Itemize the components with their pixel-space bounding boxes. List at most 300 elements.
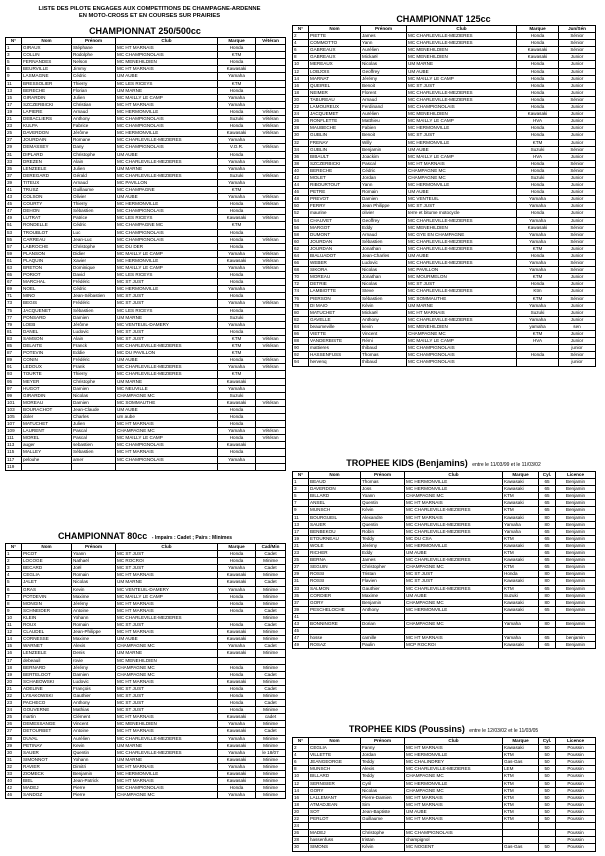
table-cell: KTM: [517, 295, 559, 302]
table-header-row: [6, 38, 286, 45]
table-cell: Dominique: [72, 265, 116, 272]
table-cell: Kawasaki: [517, 111, 559, 118]
table-cell: CHAMPAGNE MC: [407, 174, 517, 181]
table-cell: LABROCHE: [22, 243, 72, 250]
table-cell: Vétéran: [256, 399, 286, 406]
table-cell: Vétéran: [256, 250, 286, 257]
table-cell: hervenq: [309, 359, 361, 366]
table-cell: Jean-Sébastien: [72, 293, 116, 300]
table-cell: Dimitri: [72, 763, 116, 770]
table-row: [6, 73, 286, 80]
table-cell: MARNAT: [309, 75, 361, 82]
table-cell: BERNARD: [22, 664, 72, 671]
table-row: [293, 528, 596, 535]
table-cell: Yamaha: [218, 385, 256, 392]
table-cell: 19: [6, 671, 22, 678]
table-cell: 50: [539, 808, 556, 815]
column-header: Prénom: [361, 738, 405, 745]
table-cell: 2: [293, 33, 309, 40]
table-cell: 32: [6, 763, 22, 770]
table-cell: MC MAILLY LE CAMP: [407, 153, 517, 160]
table-cell: Yamaha: [517, 203, 559, 210]
table-cell: 80: [539, 620, 556, 627]
table-cell: Jérémy: [361, 542, 405, 549]
table-cell: 10: [293, 61, 309, 68]
table-cell: Teddy: [361, 535, 405, 542]
table-cell: 21: [6, 116, 22, 123]
table-cell: Honda: [218, 413, 256, 420]
table-cell: 67: [6, 279, 22, 286]
table-row: [6, 657, 286, 664]
table-cell: 16: [6, 650, 22, 657]
table-cell: MC HERMONVILLE: [116, 130, 218, 137]
table-cell: Clément: [72, 714, 116, 721]
table-cell: Poussin: [556, 801, 596, 808]
table-cell: MUNSCH: [309, 507, 361, 514]
table-cell: Guillaume: [361, 816, 405, 823]
table-cell: Kawasaki: [218, 130, 256, 137]
table-row: [6, 558, 286, 565]
table-row: [293, 794, 596, 801]
table-row: [6, 87, 286, 94]
table-cell: MC CHARLEVILLE-MEZIERES: [116, 749, 218, 756]
table-cell: yamaha: [517, 323, 559, 330]
table-cell: Guillaume: [72, 186, 116, 193]
kids-poussins-title: TROPHEE KIDS (Poussins): [348, 724, 465, 734]
table-cell: 80: [539, 571, 556, 578]
table-cell: Vétéran: [256, 130, 286, 137]
table-cell: CHAMPAGNE MC: [116, 671, 218, 678]
column-header: Licence: [556, 472, 596, 479]
table-cell: JEANGEORGE: [309, 759, 361, 766]
table-cell: Minime: [256, 629, 286, 636]
table-cell: Anthony: [72, 116, 116, 123]
table-cell: Damien: [361, 196, 407, 203]
table-cell: Kawasaki: [218, 215, 256, 222]
table-cell: WOLE: [309, 542, 361, 549]
table-cell: 80: [539, 578, 556, 585]
table-cell: Frédéric: [72, 300, 116, 307]
table-cell: Suzuki: [503, 592, 539, 599]
table-cell: Rémi: [361, 338, 407, 345]
table-cell: MC ST JUST: [407, 132, 517, 139]
table-cell: 94: [293, 359, 309, 366]
table-cell: Kawasaki: [218, 572, 256, 579]
table-cell: 46: [293, 189, 309, 196]
table-cell: PACHECO: [22, 700, 72, 707]
table-cell: SALMON: [309, 585, 361, 592]
table-cell: [405, 613, 503, 620]
table-cell: Minime: [256, 600, 286, 607]
table-cell: CHAMPAGNE MC: [405, 493, 503, 500]
table-cell: Benjamin: [556, 486, 596, 493]
table-cell: MOLET: [309, 174, 361, 181]
table-cell: Kawasaki: [218, 714, 256, 721]
table-cell: Benjamin: [556, 542, 596, 549]
table-cell: Aurélien: [361, 47, 407, 54]
table-cell: MC MOURMELON: [407, 274, 517, 281]
table-cell: Junior: [559, 118, 596, 125]
table-row: [293, 245, 596, 252]
table-cell: BIBAULT: [309, 153, 361, 160]
table-cell: 46: [6, 792, 22, 799]
table-cell: [256, 442, 286, 449]
table-cell: 49: [6, 215, 22, 222]
table-cell: Sénior: [559, 352, 596, 359]
table-row: [293, 780, 596, 787]
table-cell: MC HERMONVILLE: [116, 108, 218, 115]
column-header: N°: [293, 26, 309, 33]
table-row: [293, 486, 596, 493]
table-row: [6, 158, 286, 165]
table-cell: 71: [6, 293, 22, 300]
table-cell: 88: [293, 338, 309, 345]
table-row: [6, 456, 286, 463]
table-row: [6, 293, 286, 300]
table-cell: 15: [6, 643, 22, 650]
table-cell: Yamaha: [517, 316, 559, 323]
table-row: [293, 111, 596, 118]
table-cell: LENZEELE: [22, 165, 72, 172]
table-cell: Honda: [218, 243, 256, 250]
table-cell: Jean-Philippe: [72, 629, 116, 636]
table-cell: Ferdinand: [361, 104, 407, 111]
table-row: [6, 194, 286, 201]
table-cell: DEREGARD: [22, 172, 72, 179]
table-cell: POTDEVIN: [22, 593, 72, 600]
table-cell: Nicolas: [361, 787, 405, 794]
table-cell: 85: [6, 343, 22, 350]
table-cell: 6: [6, 66, 22, 73]
table-cell: Kawasaki: [517, 47, 559, 54]
table-cell: Romain: [361, 189, 407, 196]
table-cell: 5: [6, 59, 22, 66]
table-cell: Junior: [559, 281, 596, 288]
table-cell: TITEUX: [22, 179, 72, 186]
table-cell: 61: [6, 257, 22, 264]
table-cell: Junior: [559, 89, 596, 96]
table-cell: ZIOMECK: [22, 771, 72, 778]
table-cell: DIPLARD: [22, 151, 72, 158]
table-cell: Yamaha: [218, 586, 256, 593]
column-header: Club: [405, 472, 503, 479]
table-cell: Julien: [72, 421, 116, 428]
table-cell: 80: [539, 521, 556, 528]
table-cell: Junior: [559, 217, 596, 224]
table-cell: Nathaël: [72, 558, 116, 565]
table-cell: Olivier: [72, 194, 116, 201]
table-cell: Sébastien: [72, 307, 116, 314]
table-cell: Yamaha: [218, 158, 256, 165]
table-cell: 115: [6, 449, 22, 456]
table-cell: 89: [6, 357, 22, 364]
table-cell: HVA: [517, 153, 559, 160]
table-cell: MC DU DER: [116, 243, 218, 250]
table-cell: Florian: [72, 87, 116, 94]
table-cell: 29: [293, 571, 309, 578]
table-cell: GABREAUX: [309, 47, 361, 54]
table-cell: KTM: [517, 274, 559, 281]
table-cell: MC HT MARNAIS: [405, 816, 503, 823]
column-header: Cyl.: [539, 472, 556, 479]
table-cell: Honda: [218, 406, 256, 413]
table-cell: Cadet: [256, 551, 286, 558]
table-cell: François: [72, 685, 116, 692]
table-cell: 2: [6, 558, 22, 565]
table-cell: LAMBIOTTE: [309, 288, 361, 295]
table-cell: SZCZERBICKI: [22, 101, 72, 108]
table-cell: 30: [293, 132, 309, 139]
table-cell: 111: [6, 435, 22, 442]
table-cell: JOURDAN: [309, 245, 361, 252]
table-cell: WEBER: [309, 260, 361, 267]
table-row: [293, 592, 596, 599]
table-row: [6, 250, 286, 257]
table-cell: 23: [6, 123, 22, 130]
table-cell: Benjamin: [556, 571, 596, 578]
table-cell: [256, 463, 286, 470]
table-cell: MC LES RICEYS: [116, 80, 218, 87]
table-cell: [256, 314, 286, 321]
table-cell: MC CHARLEVILLE-MEZIERES: [407, 217, 517, 224]
column-header: Marque: [218, 38, 256, 45]
table-cell: MC CHAMPIGNOLAIS: [407, 359, 517, 366]
table-row: [293, 752, 596, 759]
table-cell: CORNESSE: [22, 636, 72, 643]
table-cell: MC CHAMPIGNOLAIS: [116, 123, 218, 130]
table-cell: 44: [293, 182, 309, 189]
table-cell: UM AUBE: [116, 73, 218, 80]
table-row: [6, 406, 286, 413]
table-cell: Poussin: [556, 745, 596, 752]
table-cell: MC HERMONVILLE: [407, 139, 517, 146]
section-250: [5, 26, 285, 471]
table-cell: MC LES RICEYS: [116, 272, 218, 279]
table-row: [6, 643, 286, 650]
table-cell: [256, 101, 286, 108]
table-cell: Junior: [559, 61, 596, 68]
table-cell: MC MAILLY LE CAMP: [407, 338, 517, 345]
table-cell: SAUER: [309, 521, 361, 528]
table-cell: DUMONT: [309, 231, 361, 238]
table-cell: MATUCHET: [309, 309, 361, 316]
table-cell: MC CHAMPIGNOLAIS: [405, 830, 503, 837]
table-cell: 91: [6, 364, 22, 371]
table-cell: [556, 628, 596, 635]
table-row: [293, 359, 596, 366]
column-header: Club: [407, 26, 517, 33]
table-cell: 50: [539, 787, 556, 794]
table-125: [292, 25, 596, 367]
table-cell: [256, 328, 286, 335]
table-cell: COMMOTTO: [309, 40, 361, 47]
table-cell: KTM: [503, 808, 539, 815]
table-cell: Poussin: [556, 837, 596, 844]
table-cell: Suzuki: [218, 172, 256, 179]
table-cell: Honda: [517, 160, 559, 167]
table-row: [293, 267, 596, 274]
table-row: [293, 578, 596, 585]
table-cell: Vétéran: [256, 172, 286, 179]
table-cell: 105: [6, 413, 22, 420]
table-cell: MC MAILLY LE CAMP: [116, 265, 218, 272]
column-header: Prénom: [361, 472, 405, 479]
table-row: [6, 229, 286, 236]
table-cell: Yamaha: [218, 101, 256, 108]
table-cell: [361, 613, 405, 620]
table-row: [293, 585, 596, 592]
section-125: [292, 14, 595, 367]
table-cell: 20: [293, 96, 309, 103]
table-cell: MC LES RICEYS: [116, 215, 218, 222]
table-cell: 3: [6, 52, 22, 59]
table-cell: 92: [293, 352, 309, 359]
table-row: [6, 749, 286, 756]
table-cell: RIBOURTOUT: [309, 182, 361, 189]
table-cell: Honda: [218, 87, 256, 94]
table-cell: Teddy: [361, 773, 405, 780]
table-cell: Yamaha: [218, 565, 256, 572]
table-row: [6, 101, 286, 108]
table-row: [293, 557, 596, 564]
table-row: [293, 68, 596, 75]
table-cell: Yamaha: [218, 428, 256, 435]
table-cell: Yamaha: [218, 179, 256, 186]
table-cell: Kawasaki: [218, 771, 256, 778]
table-cell: Suzuki: [517, 174, 559, 181]
table-cell: UM AUBE: [116, 406, 218, 413]
table-cell: 50: [293, 203, 309, 210]
table-cell: MONGIN: [22, 600, 72, 607]
table-cell: BEGIS: [22, 300, 72, 307]
table-row: [293, 274, 596, 281]
table-cell: 36: [293, 153, 309, 160]
column-header: N°: [293, 472, 309, 479]
table-cell: Junior: [559, 153, 596, 160]
table-cell: Sénior: [559, 238, 596, 245]
table-cell: Cadet: [256, 685, 286, 692]
table-cell: Thierry: [72, 80, 116, 87]
table-cell: MC MENEHILDIEN: [407, 111, 517, 118]
table-cell: 32: [293, 139, 309, 146]
table-cell: 12: [293, 780, 309, 787]
table-cell: hosse: [309, 635, 361, 642]
table-cell: CHAMPAGNE MC: [407, 331, 517, 338]
table-cell: 24: [293, 111, 309, 118]
table-cell: Thomas: [361, 479, 405, 486]
table-cell: Honda: [218, 236, 256, 243]
table-row: [6, 685, 286, 692]
table-row: [293, 224, 596, 231]
table-cell: Quentin: [361, 521, 405, 528]
table-row: [293, 500, 596, 507]
table-cell: MC CHARLEVILLE-MEZIERES: [407, 96, 517, 103]
table-cell: Stéphane: [72, 45, 116, 52]
table-cell: POTEVIN: [22, 350, 72, 357]
table-cell: Poussin: [556, 766, 596, 773]
table-cell: Franck: [72, 343, 116, 350]
table-cell: [503, 837, 539, 844]
table-cell: MC MAILLY LE CAMP: [407, 118, 517, 125]
table-cell: Yamaha: [503, 521, 539, 528]
table-cell: 45: [293, 628, 309, 635]
table-cell: mattieres: [309, 345, 361, 352]
table-cell: 21: [293, 542, 309, 549]
table-cell: Kevin: [72, 586, 116, 593]
table-cell: Gas-Gas: [503, 759, 539, 766]
table-cell: 16: [293, 794, 309, 801]
table-cell: MC SOMMAUTHE: [407, 295, 517, 302]
table-cell: MC ST JUST: [116, 622, 218, 629]
table-cell: LEDOUX: [22, 364, 72, 371]
table-cell: Nicolas: [361, 267, 407, 274]
table-cell: GIRARDIN: [22, 94, 72, 101]
table-cell: Joss: [361, 486, 405, 493]
table-cell: Quentin: [72, 749, 116, 756]
table-cell: UM MARNE: [116, 378, 218, 385]
table-cell: Maxime: [72, 636, 116, 643]
table-cell: Honda: [517, 210, 559, 217]
table-cell: MC CHAMPIGNOLAIS: [116, 785, 218, 792]
table-cell: Cédric: [72, 73, 116, 80]
table-cell: um aube: [116, 413, 218, 420]
table-row: [293, 479, 596, 486]
table-cell: BERECHE: [309, 167, 361, 174]
table-cell: PIERSON: [309, 295, 361, 302]
table-cell: Minime: [256, 735, 286, 742]
table-cell: 80: [539, 599, 556, 606]
table-cell: Kawasaki: [218, 756, 256, 763]
table-cell: Junior: [559, 182, 596, 189]
table-cell: Teddy: [361, 759, 405, 766]
table-cell: 26: [6, 721, 22, 728]
table-cell: MC ST JUST: [116, 335, 218, 342]
table-cell: [256, 222, 286, 229]
table-cell: 65: [539, 606, 556, 613]
table-cell: MC HERMONVILLE: [405, 486, 503, 493]
table-cell: Honda: [218, 707, 256, 714]
table-cell: 27: [6, 728, 22, 735]
table-cell: 54: [293, 217, 309, 224]
column-header: Nom: [309, 738, 361, 745]
table-cell: MC ST JUST: [116, 700, 218, 707]
table-cell: 50: [539, 816, 556, 823]
table-cell: UM AUBE: [407, 253, 517, 260]
table-cell: 28: [293, 837, 309, 844]
table-cell: DETOURBET: [22, 728, 72, 735]
table-cell: Benoit: [361, 82, 407, 89]
table-cell: sen: [559, 323, 596, 330]
table-cell: KTM: [218, 335, 256, 342]
table-cell: Gas-Gas: [503, 844, 539, 851]
table-cell: [503, 830, 539, 837]
table-cell: Honda: [218, 208, 256, 215]
table-cell: maurine: [309, 210, 361, 217]
table-cell: 65: [539, 557, 556, 564]
table-cell: 101: [6, 399, 22, 406]
table-cell: 7: [6, 593, 22, 600]
table-cell: 50: [539, 752, 556, 759]
table-cell: Honda: [218, 279, 256, 286]
table-cell: 25: [6, 130, 22, 137]
table-row: [293, 316, 596, 323]
table-cell: DEMASSEY: [22, 144, 72, 151]
table-row: [6, 428, 286, 435]
table-cell: MC ST JUST: [407, 203, 517, 210]
table-cell: 37: [293, 599, 309, 606]
table-cell: Patrice: [72, 215, 116, 222]
table-cell: UM MARNE: [116, 314, 218, 321]
